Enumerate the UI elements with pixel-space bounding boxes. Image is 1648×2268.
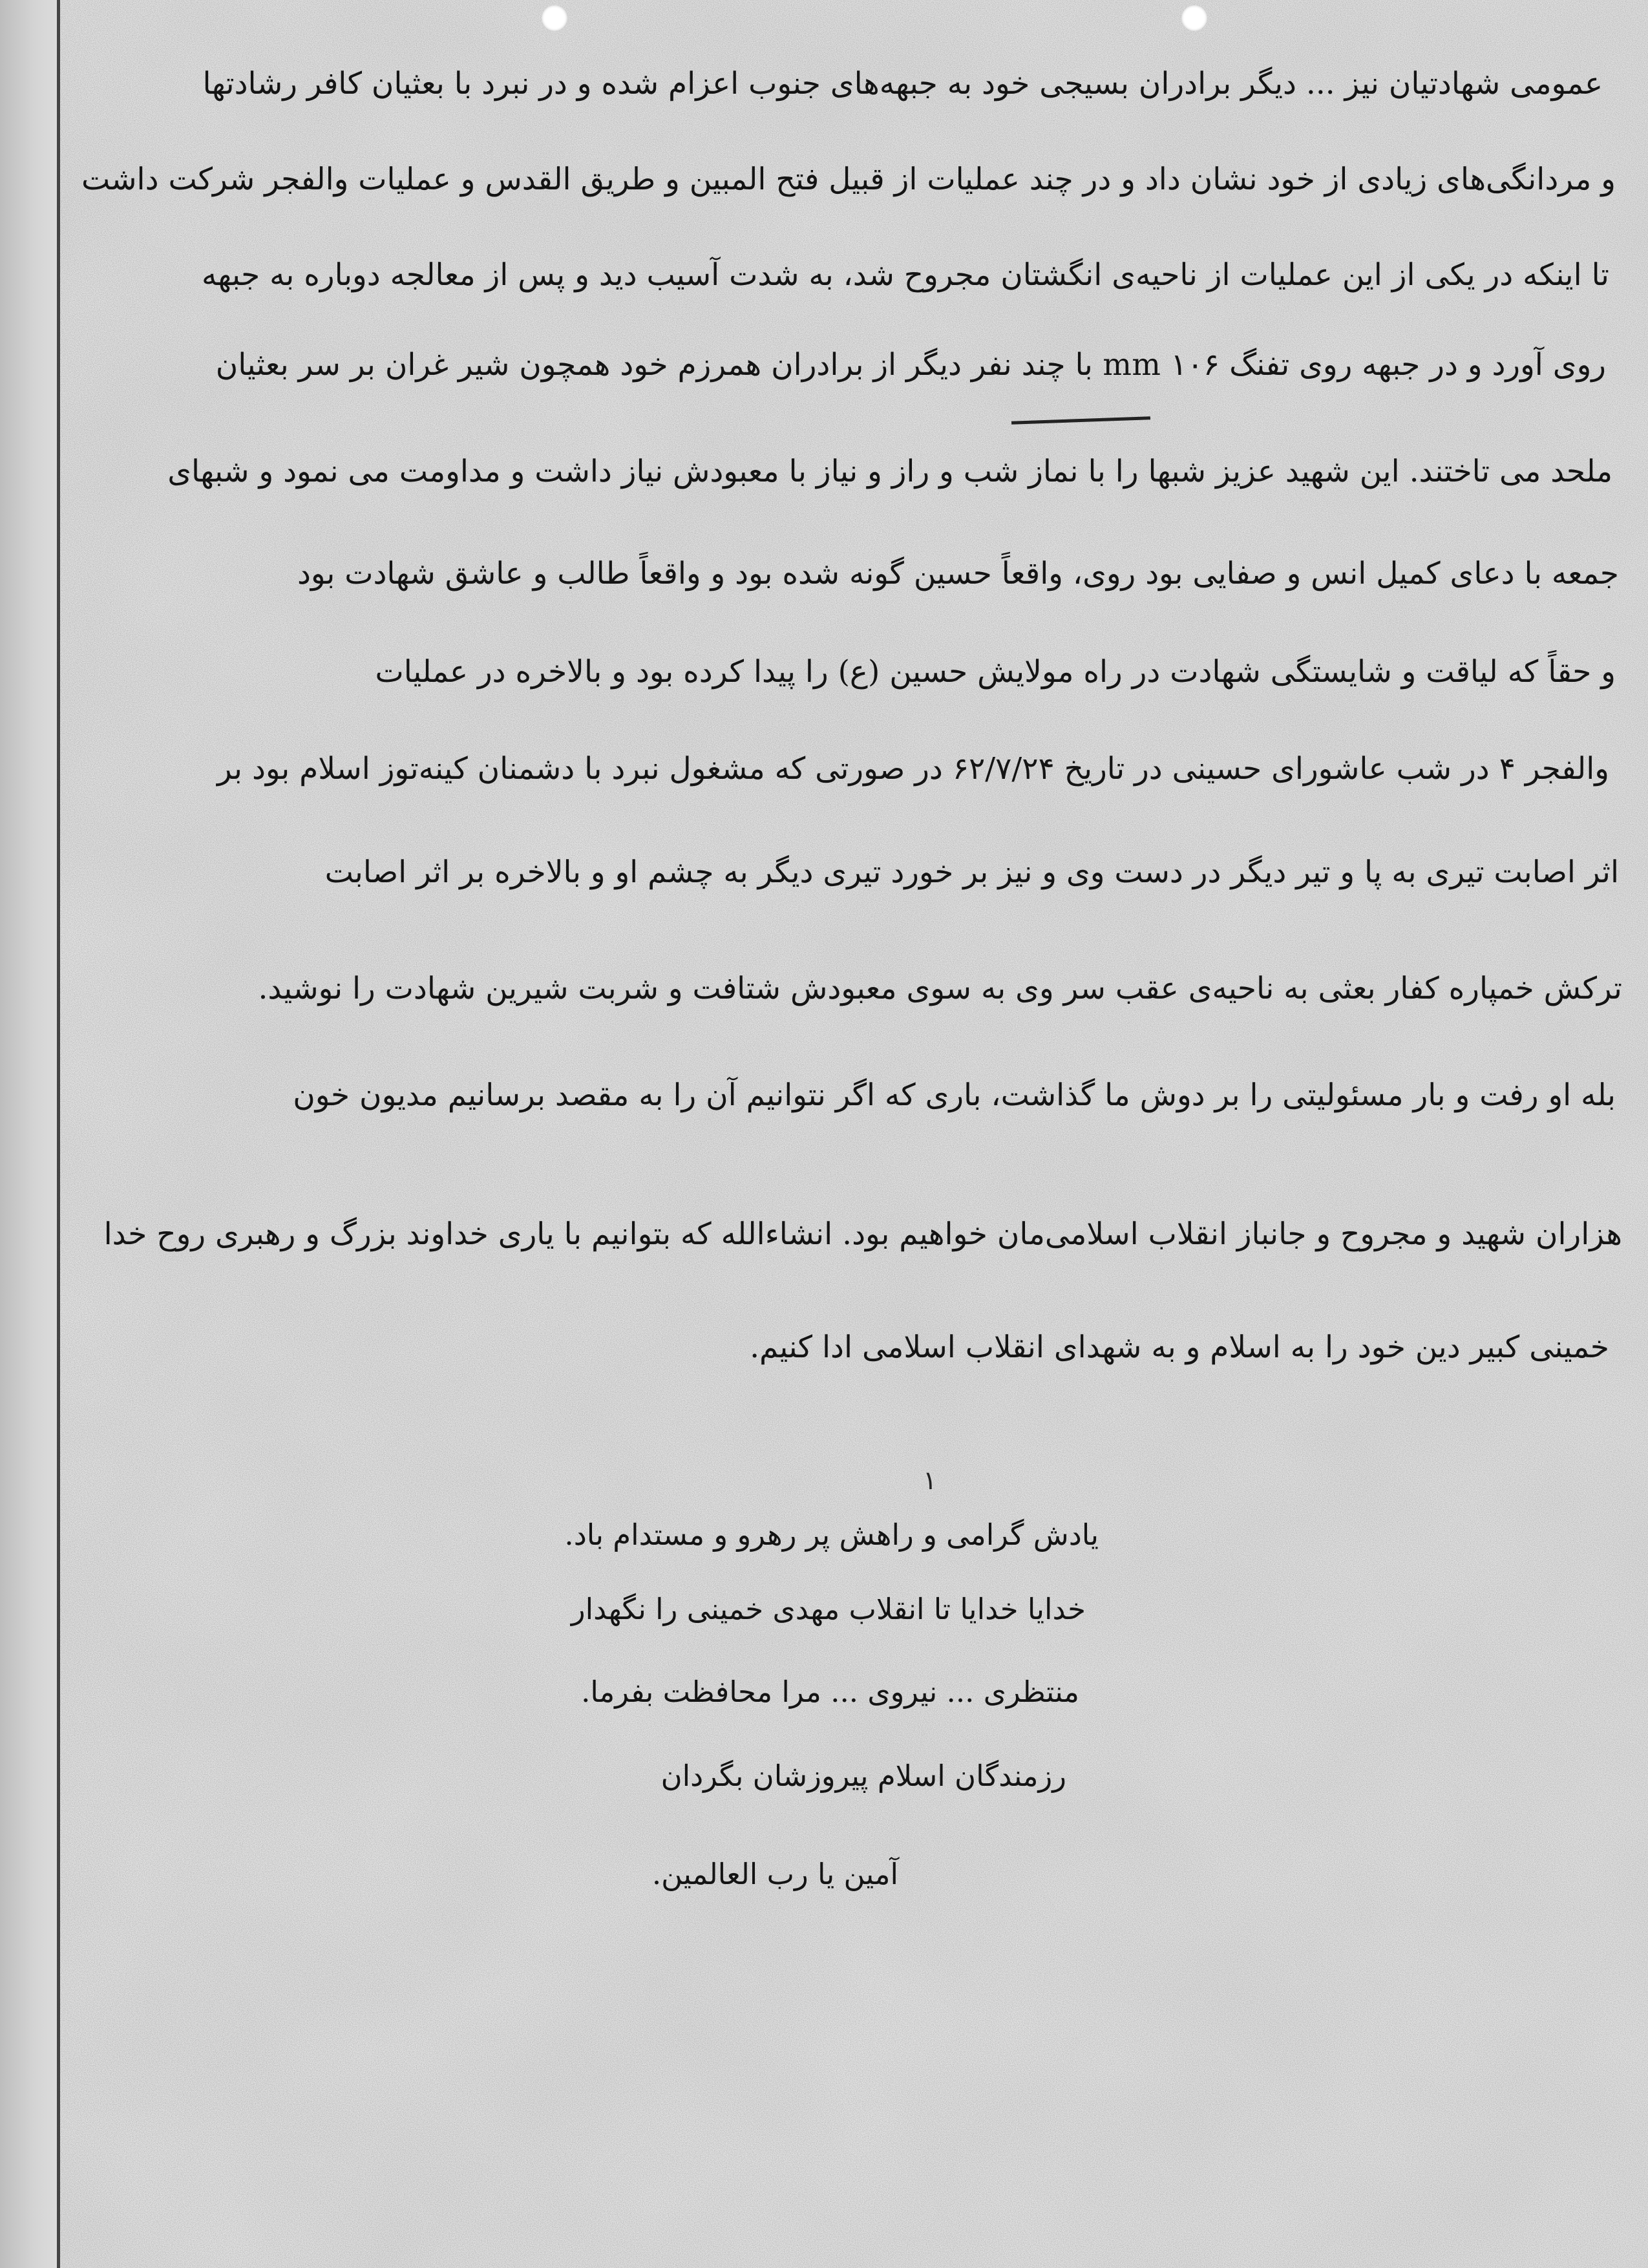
letter-line: هزاران شهید و مجروح و جانباز انقلاب اسلامی‌مان خواهیم بود. انشاءالله که بتوانیم با یاری خداوند بزرگ و رهبری روح خدا — [103, 1216, 1622, 1252]
page-left-edge-line — [57, 0, 60, 2268]
closing-line: خدایا خدایا تا انقلاب مهدی خمینی را نگهدار — [571, 1592, 1086, 1626]
margin-mark: ۱ — [923, 1466, 937, 1496]
letter-line: اثر اصابت تیری به پا و تیر دیگر در دست وی و نیز بر خورد تیری دیگر به چشم او و بالاخره بر اثر اصابت — [324, 854, 1619, 890]
letter-line: و مردانگی‌های زیادی از خود نشان داد و در چند عملیات از قبیل فتح المبین و طریق القدس و عملیات والفجر شرکت داشت — [81, 162, 1616, 197]
letter-line: ترکش خمپاره کفار بعثی به ناحیه‌ی عقب سر وی به سوی معبودش شتافت و شربت شیرین شهادت را نوشید. — [258, 971, 1622, 1006]
punch-hole — [1181, 5, 1207, 31]
letter-line: عمومی شهادتیان نیز ... دیگر برادران بسیجی خود به جبهه‌های جنوب اعزام شده و در نبرد با بعثیان کافر رشادتها — [202, 66, 1603, 101]
letter-line: روی آورد و در جبهه روی تفنگ ۱۰۶ mm با چند نفر دیگر از برادران همرزم خود همچون شیر غران بر سر بعثیان — [215, 347, 1606, 383]
punch-hole — [542, 5, 567, 31]
letter-line: خمینی کبیر دین خود را به اسلام و به شهدای انقلاب اسلامی ادا کنیم. — [750, 1330, 1609, 1365]
closing-line: یادش گرامی و راهش پر رهرو و مستدام باد. — [564, 1518, 1099, 1552]
letter-line: بله او رفت و بار مسئولیتی را بر دوش ما گذاشت، باری که اگر نتوانیم آن را به مقصد برسانیم مدیون خون — [293, 1077, 1616, 1113]
letter-line: تا اینکه در یکی از این عملیات از ناحیه‌ی انگشتان مجروح شد، به شدت آسیب دید و پس از معالجه دوباره به جبهه — [202, 257, 1609, 293]
closing-line: رزمندگان اسلام پیروزشان بگردان — [660, 1759, 1066, 1793]
letter-line: ملحد می تاختند. این شهید عزیز شبها را با نماز شب و راز و نیاز با معبودش نیاز داشت و مداومت می نمود و شبهای — [167, 454, 1612, 489]
letter-line: والفجر ۴ در شب عاشورای حسینی در تاریخ ۶۲/۷/۲۴ در صورتی که مشغول نبرد با دشمنان کینه‌توز اسلام بود بر — [217, 751, 1609, 787]
letter-line: جمعه با دعای کمیل انس و صفایی بود روی، واقعاً حسین گونه شده بود و واقعاً طالب و عاشق شهادت بود — [297, 556, 1619, 591]
closing-line: منتظری ... نیروی ... مرا محافظت بفرما. — [581, 1675, 1079, 1709]
letter-line: و حقاً که لیاقت و شایستگی شهادت در راه مولایش حسین (ع) را پیدا کرده بود و بالاخره در عملیات — [375, 654, 1616, 690]
binding-edge-shadow — [0, 0, 57, 2268]
closing-line: آمین یا رب العالمین. — [651, 1857, 898, 1891]
